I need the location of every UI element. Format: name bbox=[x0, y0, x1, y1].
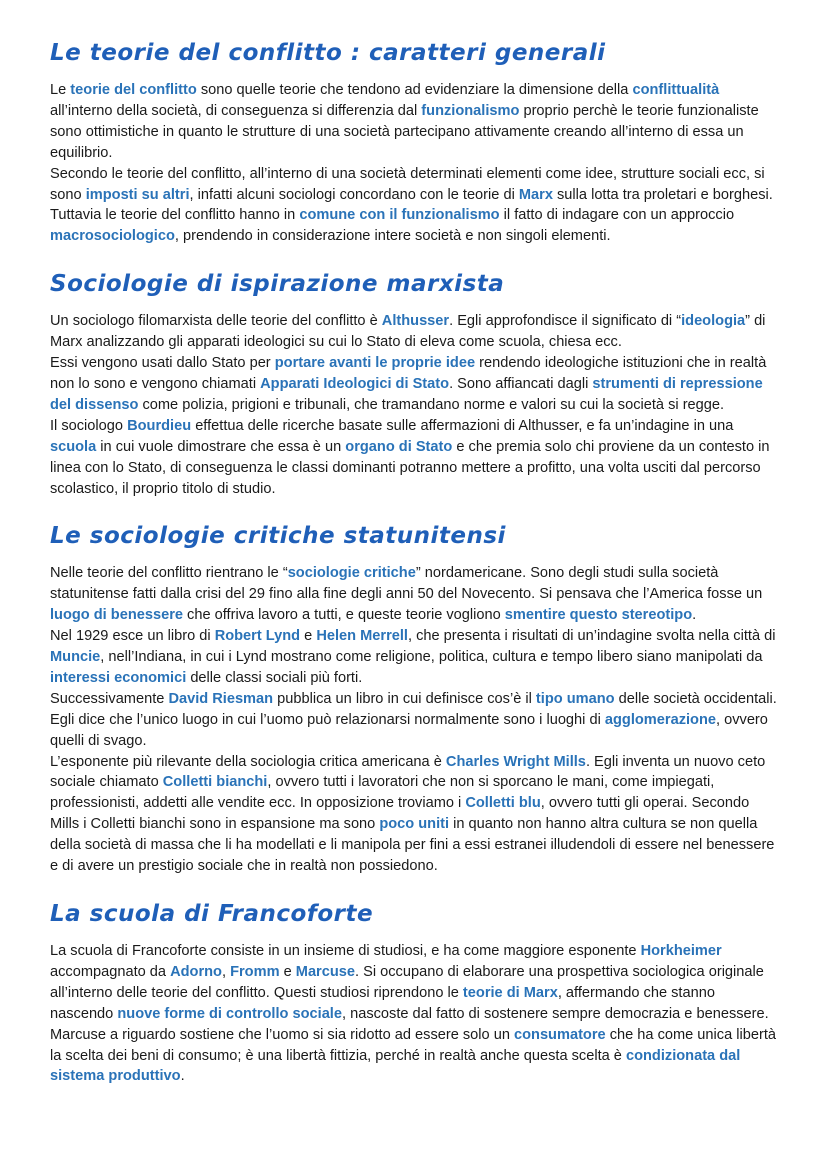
text-run: , affermando che stanno nascendo bbox=[50, 984, 715, 1022]
key-term: nuove forme di controllo sociale bbox=[117, 1005, 342, 1022]
text-run: Secondo le teorie del conflitto, all’interno di una società determinati elementi come idee, strutture sociali ecc, si sono bbox=[50, 165, 765, 203]
key-term: portare avanti le proprie idee bbox=[274, 355, 476, 372]
text-run: in cui vuole dimostrare che essa è un bbox=[96, 438, 346, 455]
text-run: il fatto di indagare con un approccio bbox=[499, 207, 735, 224]
key-term: agglomerazione bbox=[604, 711, 716, 728]
section-marxista bbox=[50, 269, 782, 499]
text-run: sono quelle teorie che tendono ad evidenziare la dimensione della bbox=[196, 82, 633, 98]
text-run: , ovvero tutti i lavoratori che non si sporcano le mani, come impiegati, professionisti, addetti alle vendite ecc. In opposizione troviamo i bbox=[50, 774, 715, 812]
key-term: Colletti blu bbox=[465, 795, 541, 812]
key-term: Fromm bbox=[230, 963, 280, 980]
key-term: luogo di benessere bbox=[50, 607, 183, 624]
section-sociologie-critiche bbox=[50, 521, 782, 877]
key-term: Bourdieu bbox=[127, 417, 192, 434]
paragraph bbox=[50, 416, 782, 500]
section-title: La scuola di Francoforte bbox=[50, 901, 374, 927]
paragraph bbox=[50, 626, 782, 689]
text-run: , nascoste dal fatto di sostenere sempre democrazia e benessere. Marcuse a riguardo sostiene che l’uomo si sia ridotto ad essere solo un bbox=[50, 1005, 769, 1043]
text-run: . Egli inventa un nuovo ceto sociale chiamato bbox=[50, 753, 766, 791]
text-run: Nel 1929 esce un libro di bbox=[50, 628, 215, 645]
text-run: delle società occidentali. Egli dice che l’unico luogo in cui l’uomo può relazionarsi normalmente sono i luoghi di bbox=[50, 690, 777, 728]
text-run: Nelle teorie del conflitto rientrano le “ bbox=[50, 565, 288, 582]
text-run: L’esponente più rilevante della sociologia critica americana è bbox=[50, 753, 446, 770]
text-run: che offriva lavoro a tutti, e queste teorie vogliono bbox=[183, 607, 505, 624]
text-run: e che premia solo chi proviene da un contesto in linea con lo Stato, di conseguenza le classi dominanti potranno mettere a profitto, una volta usciti dal percorso scolastico, il proprio titolo di studio. bbox=[50, 438, 770, 497]
section-francoforte bbox=[50, 899, 782, 1087]
text-run: Essi vengono usati dallo Stato per bbox=[50, 355, 275, 372]
paragraph bbox=[50, 205, 782, 247]
text-run: , infatti alcuni sociologi concordano con le teorie di bbox=[189, 186, 519, 203]
key-term: Apparati Ideologici di Stato bbox=[260, 375, 450, 392]
section-teorie-conflitto bbox=[50, 38, 782, 247]
text-run: rendendo ideologiche istituzioni che in realtà non lo sono e vengono chiamati bbox=[50, 355, 767, 392]
text-run: . Sono affiancati dagli bbox=[449, 375, 593, 392]
key-term: Muncie bbox=[50, 649, 101, 666]
text-run: . Si occupano di elaborare una prospettiva sociologica originale all’interno delle teorie del conflitto. Questi studiosi riprendono le bbox=[50, 963, 764, 1001]
key-term: tipo umano bbox=[535, 690, 615, 707]
paragraph bbox=[50, 353, 782, 416]
paragraph bbox=[50, 164, 782, 206]
key-term: comune con il funzionalismo bbox=[299, 207, 500, 224]
text-run: sulla lotta tra proletari e borghesi. bbox=[552, 186, 773, 203]
key-term: ideologia bbox=[681, 313, 746, 330]
key-term: poco uniti bbox=[379, 816, 450, 833]
text-run: Successivamente bbox=[50, 690, 169, 707]
key-term: Adorno bbox=[170, 963, 222, 980]
key-term: scuola bbox=[50, 438, 97, 455]
text-run: . bbox=[180, 1068, 185, 1085]
text-run: e bbox=[300, 628, 317, 645]
text-run: . bbox=[692, 607, 697, 624]
key-term: teorie del conflitto bbox=[70, 82, 197, 98]
paragraph bbox=[50, 311, 782, 353]
key-term: Helen Merrell bbox=[316, 628, 408, 645]
text-run: proprio perchè le teorie funzionaliste sono ottimistiche in quanto le strutture di una società partecipano attivamente creando all’interno di essa un equilibrio. bbox=[50, 102, 759, 161]
section-title: Le teorie del conflitto : caratteri generali bbox=[50, 40, 606, 66]
key-term: macrosociologico bbox=[50, 228, 175, 245]
key-term: Horkheimer bbox=[640, 943, 722, 959]
key-term: sociologie critiche bbox=[287, 565, 416, 582]
text-run: che ha come unica libertà la scelta dei beni di consumo; è una libertà fittizia, perché in realtà anche questa scelta è bbox=[50, 1026, 776, 1064]
text-run: in quanto non hanno altra cultura se non quella della società di massa che li ha modellati e li manipola per fini a essi estranei illudendoli di essere nel benessere e di avere un prestigio sociale che in realtà non possiedono. bbox=[50, 816, 775, 875]
key-term: Marcuse bbox=[295, 963, 355, 980]
paragraph bbox=[50, 80, 782, 164]
key-term: condizionata dal sistema produttivo bbox=[50, 1047, 741, 1085]
text-run: ” di Marx analizzando gli apparati ideologici su cui lo Stato di eleva come scuola, chiesa ecc. bbox=[50, 313, 766, 351]
key-term: smentire questo stereotipo bbox=[504, 607, 693, 624]
key-term: David Riesman bbox=[168, 690, 274, 707]
key-term: strumenti di repressione del dissenso bbox=[50, 375, 763, 413]
section-title: Sociologie di ispirazione marxista bbox=[50, 271, 505, 298]
text-run: La scuola di Francoforte consiste in un insieme di studiosi, e ha come maggiore esponente bbox=[50, 943, 641, 959]
key-term: interessi economici bbox=[50, 669, 187, 686]
key-term: Marx bbox=[518, 186, 553, 203]
key-term: Robert Lynd bbox=[214, 628, 301, 645]
paragraph bbox=[50, 563, 782, 626]
text-run: effettua delle ricerche basate sulle affermazioni di Althusser, e fa un’indagine in una bbox=[191, 417, 734, 434]
text-run: delle classi sociali più forti. bbox=[186, 669, 363, 686]
key-term: organo di Stato bbox=[345, 438, 453, 455]
text-run: , nell’Indiana, in cui i Lynd mostrano come religione, politica, cultura e tempo libero siano manipolati da bbox=[100, 649, 763, 666]
text-run: all’interno della società, di conseguenza si differenzia dal bbox=[50, 102, 422, 119]
key-term: funzionalismo bbox=[421, 102, 520, 119]
key-term: conflittualità bbox=[632, 82, 720, 98]
document-page bbox=[50, 38, 782, 1109]
text-run: , bbox=[221, 963, 231, 980]
text-run: come polizia, prigioni e tribunali, che tramandano norme e valori su cui la società si regge. bbox=[138, 396, 725, 413]
key-term: Colletti bianchi bbox=[162, 774, 268, 791]
text-run: Le bbox=[50, 82, 71, 98]
text-run: , ovvero tutti gli operai. Secondo Mills i Colletti bianchi sono in espansione ma sono bbox=[50, 795, 750, 833]
text-run: Tuttavia le teorie del conflitto hanno in bbox=[50, 207, 300, 224]
paragraph bbox=[50, 752, 782, 877]
text-run: e bbox=[279, 963, 296, 980]
key-term: Althusser bbox=[381, 313, 450, 330]
section-title: Le sociologie critiche statunitensi bbox=[50, 523, 506, 550]
text-run: , prendendo in considerazione intere società e non singoli elementi. bbox=[174, 228, 611, 245]
paragraph bbox=[50, 689, 782, 752]
key-term: teorie di Marx bbox=[462, 984, 558, 1001]
text-run: accompagnato da bbox=[50, 963, 171, 980]
key-term: imposti su altri bbox=[85, 186, 190, 203]
text-run: Il sociologo bbox=[50, 417, 128, 434]
key-term: Charles Wright Mills bbox=[445, 753, 586, 770]
text-run: , ovvero quelli di svago. bbox=[50, 711, 768, 749]
text-run: pubblica un libro in cui definisce cos’è il bbox=[273, 690, 536, 707]
paragraph bbox=[50, 941, 782, 1087]
key-term: consumatore bbox=[514, 1026, 606, 1043]
text-run: Un sociologo filomarxista delle teorie del conflitto è bbox=[50, 313, 382, 330]
text-run: ” nordamericane. Sono degli studi sulla società statunitense fatti dalla crisi del 29 fino alla fine degli anni 50 del Novecento. Si pensava che l’America fosse un bbox=[50, 565, 763, 603]
text-run: , che presenta i risultati di un’indagine svolta nella città di bbox=[407, 628, 776, 645]
text-run: . Egli approfondisce il significato di “ bbox=[449, 313, 682, 330]
